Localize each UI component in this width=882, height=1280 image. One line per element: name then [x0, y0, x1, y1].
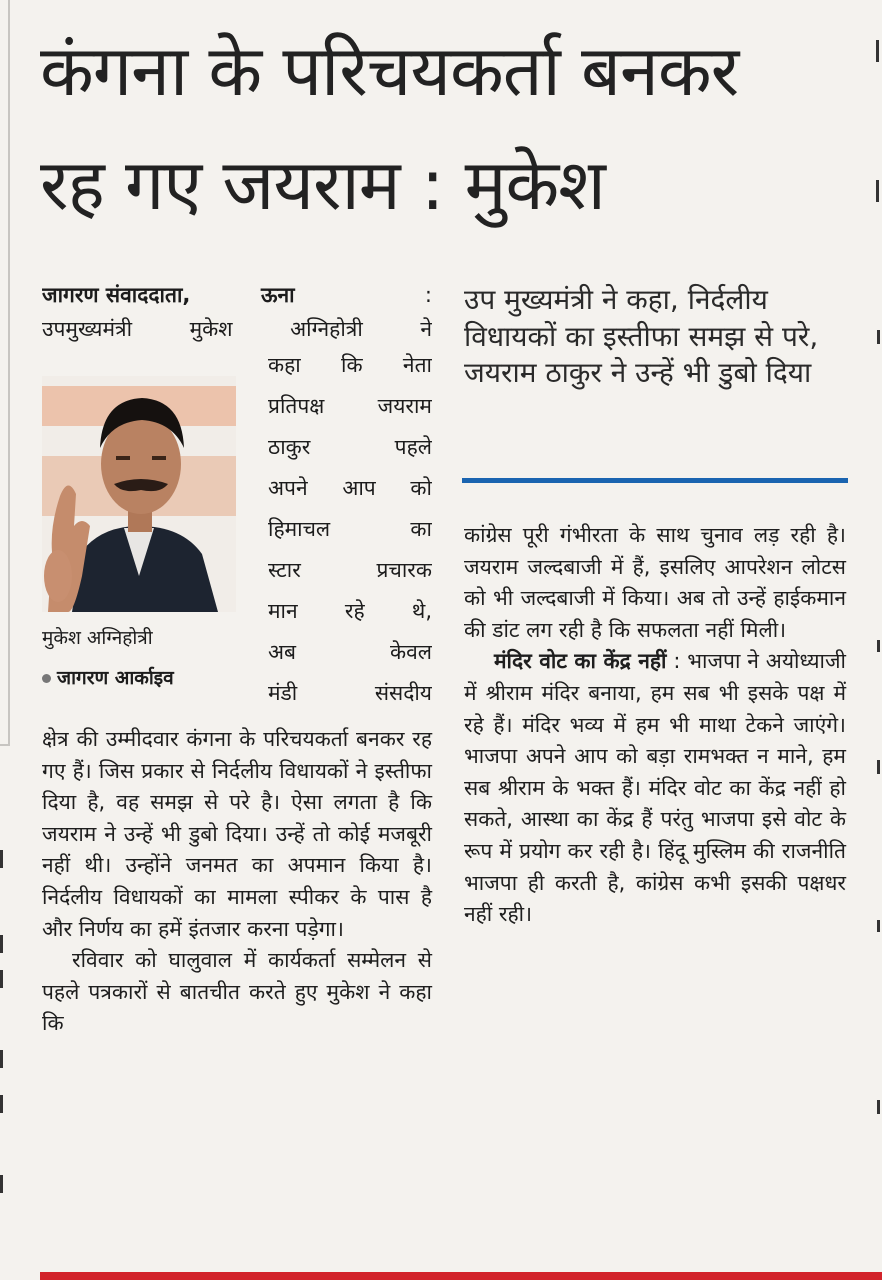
paragraph: क्षेत्र की उम्मीदवार कंगना के परिचयकर्ता बनकर रह गए हैं। जिस प्रकार से निर्दलीय विधायकों ने इस्तीफा दिया है, वह समझ से परे है। ऐसा लगता है कि जयराम ने उन्हें भी डुबो दिया। उन्हें तो कोई मजबूरी नहीं थी। उन्होंने जनमत का अपमान किया है। निर्दलीय विधायकों का मामला स्पीकर के पास है और निर्णय का हमें इंतजार करना पड़ेगा। — [42, 727, 432, 941]
beside-photo-line: प्रतिपक्ष जयराम — [268, 394, 432, 418]
paragraph-with-subhead — [464, 646, 846, 930]
deck: उप मुख्यमंत्री ने कहा, निर्दलीय विधायकों का इस्तीफा समझ से परे, जयराम ठाकुर ने उन्हें भी डुबो दिया — [464, 283, 819, 389]
page-frame-left — [8, 0, 10, 745]
left-column-body — [42, 724, 432, 1040]
beside-photo-line: हिमाचल का — [268, 517, 432, 541]
beside-photo-line: अब केवल — [268, 640, 432, 664]
byline-source: जागरण संवाददाता, — [42, 283, 191, 307]
beside-photo-line: मंडी संसदीय — [268, 681, 432, 705]
byline-sep: : — [424, 283, 432, 307]
beside-photo-line: अपने आप को — [268, 476, 432, 500]
byline-place: ऊना — [261, 283, 295, 307]
paragraph: कांग्रेस पूरी गंभीरता के साथ चुनाव लड़ रही है। जयराम जल्दबाजी में हैं, इसलिए आपरेशन लोटस को भी जल्दबाजी में किया। अब तो उन्हें हाईकमान की डांट लग रही है कि सफलता नहीं मिली। — [464, 523, 846, 642]
headline-line-1: कंगना के परिचयकर्ता बनकर — [40, 30, 739, 112]
photo-caption-name: मुकेश अग्निहोत्री — [42, 627, 153, 649]
right-column-body — [464, 520, 846, 931]
bottom-rule — [40, 1272, 882, 1280]
beside-photo-line: मान रहे थे, — [268, 599, 432, 623]
bullet-icon — [42, 674, 51, 683]
headline-line-2: रह गए जयराम : मुकेश — [40, 144, 605, 226]
beside-photo-line: स्टार प्रचारक — [268, 558, 432, 582]
paragraph: भाजपा ने अयोध्याजी में श्रीराम मंदिर बनाया, हम सब भी इसके पक्ष में रहे हैं। मंदिर भव्य में हम भी माथा टेकने जाएंगे। भाजपा अपने आप को बड़ा रामभक्त न माने, हम सब श्रीराम के भक्त हैं। मंदिर वोट का केंद्र नहीं हो सकते, आस्था का केंद्र हैं परंतु भाजपा इसे वोट के रूप में प्रयोग कर रही है। हिंदू मुस्लिम की राजनीति भाजपा ही करती है, कांग्रेस कभी इसकी पक्षधर नहीं रही। — [464, 649, 846, 927]
byline — [42, 280, 432, 311]
subhead-sep: : — [666, 649, 688, 674]
photo-caption-credit — [42, 664, 174, 690]
photo-mukesh-agnihotri — [42, 376, 236, 612]
beside-photo-line: कहा कि नेता — [268, 353, 432, 377]
left-first-line: उपमुख्यमंत्री मुकेश अग्निहोत्री ने — [42, 317, 432, 341]
deck-rule — [462, 478, 848, 483]
paragraph: रविवार को घालुवाल में कार्यकर्ता सम्मेलन से पहले पत्रकारों से बातचीत करते हुए मुकेश ने कहा कि — [42, 948, 432, 1036]
subhead: मंदिर वोट का केंद्र नहीं — [494, 649, 667, 674]
beside-photo-line: ठाकुर पहले — [268, 435, 432, 459]
photo-caption-credit-text: जागरण आर्काइव — [57, 667, 174, 689]
page-frame-bottom — [0, 744, 10, 746]
